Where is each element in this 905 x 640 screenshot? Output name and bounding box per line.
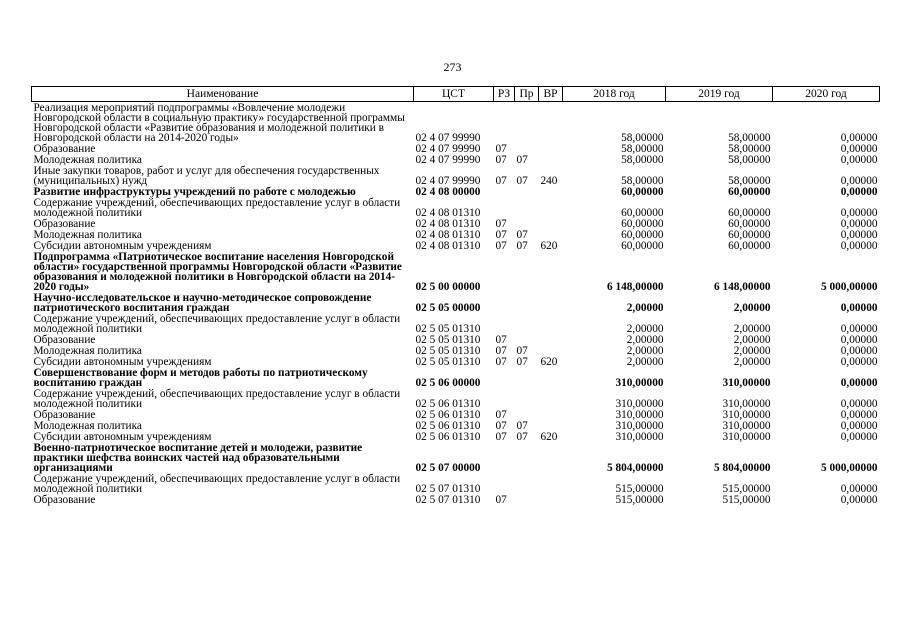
table-row	[32, 197, 880, 218]
cell-pr	[515, 143, 539, 154]
cell-2018: 310,00000	[615, 398, 664, 410]
cell-cst: 02 5 06 01310	[415, 398, 481, 410]
cell-vr: 620	[540, 431, 558, 443]
table-row	[32, 334, 880, 345]
cell-2020: 0,00000	[840, 175, 878, 187]
cell-cst: 02 5 07 01310	[415, 483, 481, 495]
cell-2018: 515,00000	[615, 483, 664, 495]
cell-cst: 02 4 07 99990	[415, 143, 481, 155]
cell-rz	[494, 442, 515, 473]
table-row	[32, 409, 880, 420]
cell-2018: 58,00000	[621, 175, 664, 187]
table-row	[32, 356, 880, 367]
cell-2019: 310,00000	[722, 377, 771, 389]
cell-name: Молодежная политика	[33, 154, 142, 166]
cell-2018: 310,00000	[615, 409, 664, 421]
page-number: 273	[443, 60, 462, 74]
cell-2019: 60,00000	[728, 240, 771, 252]
cell-pr: 07	[516, 154, 528, 166]
cell-name: Молодежная политика	[33, 345, 142, 357]
cell-pr	[515, 473, 539, 494]
column-header-pr: Пр	[515, 87, 539, 102]
cell-pr: 07	[516, 431, 528, 443]
cell-rz	[494, 388, 515, 409]
table-row	[32, 473, 880, 494]
cell-vr	[539, 334, 563, 345]
cell-2018: 58,00000	[621, 132, 664, 144]
cell-2019: 58,00000	[728, 154, 771, 166]
cell-2018: 2,00000	[626, 345, 664, 357]
cell-2018: 310,00000	[615, 431, 664, 443]
cell-rz	[494, 367, 515, 388]
column-header-2020: 2020 год	[773, 87, 880, 102]
cell-vr: 620	[540, 240, 558, 252]
cell-2018: 58,00000	[621, 143, 664, 155]
cell-2020: 0,00000	[840, 420, 878, 432]
cell-cst: 02 5 07 00000	[415, 462, 481, 474]
cell-cst: 02 5 05 00000	[415, 302, 481, 314]
cell-rz	[494, 292, 515, 313]
cell-rz: 07	[495, 494, 507, 506]
cell-pr: 07	[516, 356, 528, 368]
cell-rz: 07	[495, 345, 507, 357]
cell-vr	[539, 367, 563, 388]
cell-name: Образование	[33, 409, 96, 421]
cell-pr	[515, 186, 539, 197]
cell-2019: 310,00000	[722, 420, 771, 432]
cell-2019: 310,00000	[722, 409, 771, 421]
cell-name: Молодежная политика	[33, 420, 142, 432]
cell-2018: 60,00000	[621, 229, 664, 241]
cell-2020: 0,00000	[840, 345, 878, 357]
cell-name: Образование	[33, 218, 96, 230]
cell-2018: 58,00000	[621, 154, 664, 166]
cell-vr	[539, 420, 563, 431]
cell-cst: 02 4 08 01310	[415, 218, 481, 230]
budget-table	[31, 86, 880, 505]
cell-2020: 0,00000	[840, 218, 878, 230]
table-row	[32, 431, 880, 442]
cell-pr	[515, 442, 539, 473]
cell-name: Субсидии автономным учреждениям	[33, 240, 212, 252]
cell-2020: 0,00000	[840, 240, 878, 252]
cell-2019: 58,00000	[728, 143, 771, 155]
cell-cst: 02 4 08 01310	[415, 207, 481, 219]
cell-vr	[539, 313, 563, 334]
cell-2019: 60,00000	[728, 207, 771, 219]
cell-2018: 2,00000	[626, 356, 664, 368]
table-row	[32, 102, 880, 144]
cell-pr	[515, 409, 539, 420]
cell-2018: 5 804,00000	[607, 462, 664, 474]
cell-cst: 02 5 05 01310	[415, 356, 481, 368]
cell-2018: 6 148,00000	[607, 281, 664, 293]
cell-rz: 07	[495, 240, 507, 252]
cell-2019: 58,00000	[728, 175, 771, 187]
table-row	[32, 420, 880, 431]
cell-vr: 240	[540, 175, 558, 187]
table-row	[32, 218, 880, 229]
cell-cst: 02 4 07 99990	[415, 132, 481, 144]
cell-pr: 07	[516, 345, 528, 357]
cell-rz: 07	[495, 420, 507, 432]
cell-2019: 2,00000	[733, 334, 771, 346]
cell-2020: 0,00000	[840, 431, 878, 443]
cell-2018: 2,00000	[626, 334, 664, 346]
table-row	[32, 154, 880, 165]
cell-2019: 6 148,00000	[714, 281, 771, 293]
cell-pr: 07	[516, 240, 528, 252]
cell-vr	[539, 218, 563, 229]
cell-2019: 515,00000	[722, 494, 771, 506]
cell-rz: 07	[495, 409, 507, 421]
cell-pr	[515, 334, 539, 345]
table-row	[32, 240, 880, 251]
cell-cst: 02 4 08 01310	[415, 229, 481, 241]
cell-name: Содержание учреждений, обеспечивающих предоставление услуг в области молодежной политики	[33, 313, 401, 335]
cell-pr	[515, 367, 539, 388]
cell-2020: 0,00000	[840, 154, 878, 166]
cell-2020: 0,00000	[840, 334, 878, 346]
cell-pr	[515, 218, 539, 229]
cell-name: Образование	[33, 494, 96, 506]
cell-cst: 02 4 08 01310	[415, 240, 481, 252]
cell-cst: 02 5 06 01310	[415, 420, 481, 432]
cell-vr	[539, 251, 563, 292]
cell-name: Молодежная политика	[33, 229, 142, 241]
cell-vr	[539, 442, 563, 473]
cell-2020: 5 000,00000	[821, 462, 878, 474]
column-header-vr: ВР	[539, 87, 563, 102]
cell-2020: 0,00000	[840, 398, 878, 410]
table-body	[32, 102, 880, 506]
cell-rz: 07	[495, 356, 507, 368]
cell-2020: 0,00000	[840, 186, 878, 198]
cell-2020: 0,00000	[840, 143, 878, 155]
cell-2019: 60,00000	[728, 218, 771, 230]
table-row	[32, 143, 880, 154]
cell-vr	[539, 473, 563, 494]
cell-rz	[494, 251, 515, 292]
cell-rz	[494, 186, 515, 197]
table-row	[32, 229, 880, 240]
cell-rz	[494, 102, 515, 144]
table-row	[32, 442, 880, 473]
cell-2018: 515,00000	[615, 494, 664, 506]
cell-vr	[539, 409, 563, 420]
cell-vr	[539, 186, 563, 197]
cell-2019: 2,00000	[733, 345, 771, 357]
cell-vr	[539, 154, 563, 165]
table-row	[32, 292, 880, 313]
cell-2018: 310,00000	[615, 377, 664, 389]
cell-pr	[515, 313, 539, 334]
cell-vr	[539, 143, 563, 154]
cell-vr	[539, 388, 563, 409]
cell-name: Научно-исследовательское и научно-методическое сопровождение патриотического воспитания граждан	[33, 292, 372, 314]
cell-pr: 07	[516, 229, 528, 241]
cell-pr	[515, 197, 539, 218]
cell-vr	[539, 197, 563, 218]
cell-cst: 02 5 06 01310	[415, 431, 481, 443]
cell-rz: 07	[495, 175, 507, 187]
cell-2018: 60,00000	[621, 186, 664, 198]
cell-name: Содержание учреждений, обеспечивающих предоставление услуг в области молодежной политики	[33, 197, 401, 219]
cell-name: Совершенствование форм и методов работы по патриотическому воспитанию граждан	[33, 367, 368, 389]
cell-rz	[494, 197, 515, 218]
cell-2020: 0,00000	[840, 207, 878, 219]
table-row	[32, 313, 880, 334]
column-header-cst: ЦСТ	[414, 87, 494, 102]
cell-2020: 0,00000	[840, 494, 878, 506]
cell-rz: 07	[495, 229, 507, 241]
cell-vr	[539, 292, 563, 313]
cell-name: Образование	[33, 334, 96, 346]
cell-2019: 515,00000	[722, 483, 771, 495]
table-row	[32, 345, 880, 356]
table-row	[32, 367, 880, 388]
cell-name: Военно-патриотическое воспитание детей и молодежи, развитие практики шефства воинских частей над образовательными организациями	[33, 442, 363, 474]
cell-2018: 60,00000	[621, 218, 664, 230]
cell-2019: 310,00000	[722, 398, 771, 410]
cell-rz: 07	[495, 154, 507, 166]
cell-2019: 60,00000	[728, 229, 771, 241]
cell-rz: 07	[495, 143, 507, 155]
table-row	[32, 186, 880, 197]
cell-rz: 07	[495, 334, 507, 346]
cell-pr	[515, 251, 539, 292]
table-row	[32, 165, 880, 186]
cell-2019: 310,00000	[722, 431, 771, 443]
cell-pr	[515, 292, 539, 313]
cell-2020: 0,00000	[840, 302, 878, 314]
cell-2020: 0,00000	[840, 377, 878, 389]
cell-2020: 0,00000	[840, 323, 878, 335]
cell-cst: 02 5 05 01310	[415, 345, 481, 357]
cell-2018: 2,00000	[626, 323, 664, 335]
cell-name: Содержание учреждений, обеспечивающих предоставление услуг в области молодежной политики	[33, 388, 401, 410]
cell-pr	[515, 102, 539, 144]
cell-cst: 02 5 06 00000	[415, 377, 481, 389]
cell-2019: 58,00000	[728, 132, 771, 144]
cell-2020: 5 000,00000	[821, 281, 878, 293]
cell-vr: 620	[540, 356, 558, 368]
column-header-rz: РЗ	[494, 87, 515, 102]
cell-2020: 0,00000	[840, 356, 878, 368]
cell-cst: 02 5 00 00000	[415, 281, 481, 293]
table-row	[32, 251, 880, 292]
cell-2020: 0,00000	[840, 229, 878, 241]
cell-pr: 07	[516, 420, 528, 432]
cell-cst: 02 5 05 01310	[415, 334, 481, 346]
table-header-row	[32, 87, 880, 102]
cell-vr	[539, 345, 563, 356]
table-row	[32, 494, 880, 505]
cell-cst: 02 5 07 01310	[415, 494, 481, 506]
cell-cst: 02 4 07 99990	[415, 154, 481, 166]
cell-name: Развитие инфраструктуры учреждений по работе с молодежью	[33, 186, 356, 198]
column-header-2019: 2019 год	[666, 87, 773, 102]
cell-2018: 2,00000	[626, 302, 664, 314]
cell-name: Содержание учреждений, обеспечивающих предоставление услуг в области молодежной политики	[33, 473, 401, 495]
cell-2019: 2,00000	[733, 356, 771, 368]
cell-vr	[539, 102, 563, 144]
cell-pr: 07	[516, 175, 528, 187]
cell-vr	[539, 494, 563, 505]
cell-name: Реализация мероприятий подпрограммы «Вовлечение молодежи Новгородской области в социальную практику» государственной программы Новгородской области «Развитие образования и молодежной политики в Новгородской области на 2014-2020 годы»	[33, 102, 405, 144]
column-header-2018: 2018 год	[563, 87, 666, 102]
cell-name: Образование	[33, 143, 96, 155]
cell-2019: 60,00000	[728, 186, 771, 198]
cell-2018: 60,00000	[621, 207, 664, 219]
cell-2020: 0,00000	[840, 132, 878, 144]
cell-cst: 02 5 05 01310	[415, 323, 481, 335]
column-header-name: Наименование	[32, 87, 414, 102]
cell-2019: 2,00000	[733, 302, 771, 314]
cell-cst: 02 4 08 00000	[415, 186, 481, 198]
cell-2019: 2,00000	[733, 323, 771, 335]
cell-pr	[515, 388, 539, 409]
cell-rz: 07	[495, 218, 507, 230]
cell-2018: 60,00000	[621, 240, 664, 252]
cell-name: Субсидии автономным учреждениям	[33, 356, 212, 368]
cell-cst: 02 4 07 99990	[415, 175, 481, 187]
table-row	[32, 388, 880, 409]
cell-2020: 0,00000	[840, 409, 878, 421]
cell-2019: 5 804,00000	[714, 462, 771, 474]
cell-name: Субсидии автономным учреждениям	[33, 431, 212, 443]
cell-name: Иные закупки товаров, работ и услуг для обеспечения государственных (муниципальных) нужд	[33, 165, 380, 187]
cell-rz: 07	[495, 431, 507, 443]
cell-rz	[494, 313, 515, 334]
cell-pr	[515, 494, 539, 505]
cell-name: Подпрограмма «Патриотическое воспитание населения Новгородской области» государственной программы Новгородской области «Развитие образования и молодежной политики в Новгородской области на 2014-2020 годы»	[33, 251, 402, 293]
cell-cst: 02 5 06 01310	[415, 409, 481, 421]
cell-2018: 310,00000	[615, 420, 664, 432]
cell-2020: 0,00000	[840, 483, 878, 495]
cell-vr	[539, 229, 563, 240]
cell-rz	[494, 473, 515, 494]
